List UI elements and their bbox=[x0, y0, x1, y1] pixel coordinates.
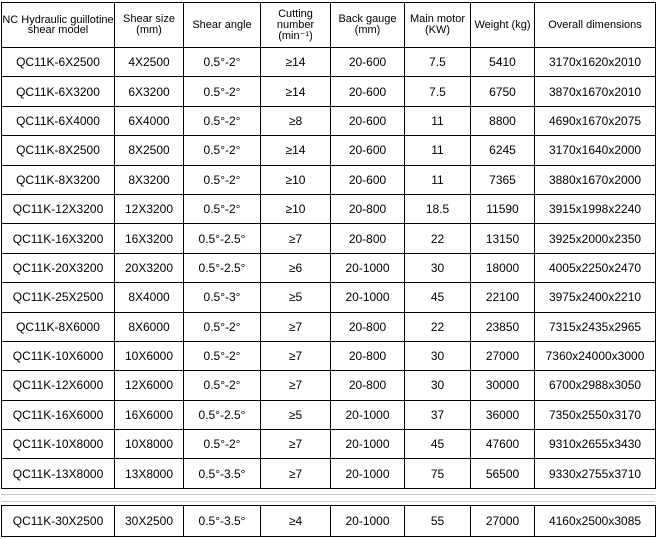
cell-motor: 11 bbox=[405, 106, 471, 135]
cell-motor: 7.5 bbox=[405, 48, 471, 77]
cell-weight: 56500 bbox=[471, 459, 535, 488]
cell-motor: 30 bbox=[405, 253, 471, 282]
cell-model: QC11K-6X4000 bbox=[2, 106, 115, 135]
cell-motor: 45 bbox=[405, 283, 471, 312]
cell-angle: 0.5°-2° bbox=[184, 106, 261, 135]
cell-cutting: ≥14 bbox=[261, 48, 331, 77]
cell-dims: 3975x2400x2210 bbox=[535, 283, 656, 312]
cell-weight: 27000 bbox=[471, 506, 535, 537]
cell-cutting: ≥14 bbox=[261, 77, 331, 106]
cell-motor: 55 bbox=[405, 506, 471, 537]
cell-angle: 0.5°-2° bbox=[184, 430, 261, 459]
cell-model: QC11K-6X2500 bbox=[2, 48, 115, 77]
header-gauge: Back gauge (mm) bbox=[331, 3, 405, 48]
cell-motor: 11 bbox=[405, 136, 471, 165]
cell-motor: 7.5 bbox=[405, 77, 471, 106]
cell-gauge: 20-600 bbox=[331, 48, 405, 77]
cell-dims: 7315x2435x2965 bbox=[535, 312, 656, 341]
cell-model: QC11K-16X3200 bbox=[2, 224, 115, 253]
cell-weight: 27000 bbox=[471, 341, 535, 370]
cell-weight: 36000 bbox=[471, 400, 535, 429]
cell-cutting: ≥4 bbox=[261, 506, 331, 537]
cell-size: 16X3200 bbox=[115, 224, 184, 253]
table-row bbox=[2, 136, 656, 165]
cell-cutting: ≥8 bbox=[261, 106, 331, 135]
cell-gauge: 20-1000 bbox=[331, 283, 405, 312]
cell-gauge: 20-800 bbox=[331, 224, 405, 253]
table-row bbox=[2, 371, 656, 400]
cell-model: QC11K-12X6000 bbox=[2, 371, 115, 400]
cell-model: QC11K-10X6000 bbox=[2, 341, 115, 370]
cell-motor: 11 bbox=[405, 165, 471, 194]
cell-weight: 6750 bbox=[471, 77, 535, 106]
table-row bbox=[2, 106, 656, 135]
table-row bbox=[2, 48, 656, 77]
cell-cutting: ≥5 bbox=[261, 400, 331, 429]
cell-gauge: 20-1000 bbox=[331, 253, 405, 282]
cell-size: 8X2500 bbox=[115, 136, 184, 165]
cell-model: QC11K-25X2500 bbox=[2, 283, 115, 312]
cell-dims: 3925x2000x2350 bbox=[535, 224, 656, 253]
cell-angle: 0.5°-2.5° bbox=[184, 400, 261, 429]
cell-angle: 0.5°-2.5° bbox=[184, 253, 261, 282]
cell-cutting: ≥7 bbox=[261, 312, 331, 341]
cell-angle: 0.5°-2° bbox=[184, 341, 261, 370]
extra-table bbox=[1, 505, 656, 537]
cell-gauge: 20-1000 bbox=[331, 400, 405, 429]
table-row bbox=[2, 253, 656, 282]
cell-angle: 0.5°-2° bbox=[184, 136, 261, 165]
cell-motor: 22 bbox=[405, 312, 471, 341]
cell-cutting: ≥10 bbox=[261, 194, 331, 223]
cell-cutting: ≥7 bbox=[261, 341, 331, 370]
cell-dims: 6700x2988x3050 bbox=[535, 371, 656, 400]
cell-dims: 3170x1620x2010 bbox=[535, 48, 656, 77]
table-row bbox=[2, 165, 656, 194]
cell-angle: 0.5°-2.5° bbox=[184, 224, 261, 253]
cell-gauge: 20-600 bbox=[331, 77, 405, 106]
cell-size: 4X2500 bbox=[115, 48, 184, 77]
cell-size: 13X8000 bbox=[115, 459, 184, 488]
cell-dims: 3170x1640x2000 bbox=[535, 136, 656, 165]
cell-size: 20X3200 bbox=[115, 253, 184, 282]
cell-angle: 0.5°-3.5° bbox=[184, 459, 261, 488]
cell-motor: 30 bbox=[405, 371, 471, 400]
table-row bbox=[2, 283, 656, 312]
cell-angle: 0.5°-2° bbox=[184, 371, 261, 400]
cell-gauge: 20-800 bbox=[331, 371, 405, 400]
cell-dims: 7360x24000x3000 bbox=[535, 341, 656, 370]
cell-dims: 3915x1998x2240 bbox=[535, 194, 656, 223]
header-row bbox=[2, 3, 656, 48]
cell-gauge: 20-800 bbox=[331, 341, 405, 370]
cell-weight: 22100 bbox=[471, 283, 535, 312]
cell-size: 10X8000 bbox=[115, 430, 184, 459]
cell-dims: 9330x2755x3710 bbox=[535, 459, 656, 488]
table-row bbox=[2, 459, 656, 488]
cell-cutting: ≥7 bbox=[261, 224, 331, 253]
cell-weight: 23850 bbox=[471, 312, 535, 341]
cell-dims: 9310x2655x3430 bbox=[535, 430, 656, 459]
cell-cutting: ≥6 bbox=[261, 253, 331, 282]
cell-weight: 47600 bbox=[471, 430, 535, 459]
cell-gauge: 20-1000 bbox=[331, 430, 405, 459]
divider bbox=[1, 501, 655, 502]
cell-motor: 37 bbox=[405, 400, 471, 429]
cell-model: QC11K-10X8000 bbox=[2, 430, 115, 459]
cell-angle: 0.5°-3.5° bbox=[184, 506, 261, 537]
cell-cutting: ≥7 bbox=[261, 430, 331, 459]
cell-weight: 11590 bbox=[471, 194, 535, 223]
cell-size: 8X3200 bbox=[115, 165, 184, 194]
cell-dims: 3870x1670x2010 bbox=[535, 77, 656, 106]
cell-model: QC11K-13X8000 bbox=[2, 459, 115, 488]
header-angle: Shear angle bbox=[184, 3, 261, 48]
header-motor: Main motor (KW) bbox=[405, 3, 471, 48]
cell-angle: 0.5°-2° bbox=[184, 312, 261, 341]
cell-size: 6X4000 bbox=[115, 106, 184, 135]
cell-size: 16X6000 bbox=[115, 400, 184, 429]
cell-dims: 3880x1670x2000 bbox=[535, 165, 656, 194]
cell-gauge: 20-600 bbox=[331, 106, 405, 135]
cell-size: 8X4000 bbox=[115, 283, 184, 312]
table-row bbox=[2, 430, 656, 459]
cell-model: QC11K-20X3200 bbox=[2, 253, 115, 282]
cell-angle: 0.5°-2° bbox=[184, 165, 261, 194]
cell-gauge: 20-600 bbox=[331, 165, 405, 194]
table-row bbox=[2, 506, 656, 537]
cell-size: 30X2500 bbox=[115, 506, 184, 537]
cell-cutting: ≥14 bbox=[261, 136, 331, 165]
cell-angle: 0.5°-3° bbox=[184, 283, 261, 312]
cell-weight: 18000 bbox=[471, 253, 535, 282]
cell-gauge: 20-600 bbox=[331, 136, 405, 165]
cell-size: 12X3200 bbox=[115, 194, 184, 223]
cell-model: QC11K-8X3200 bbox=[2, 165, 115, 194]
table-row bbox=[2, 341, 656, 370]
cell-motor: 75 bbox=[405, 459, 471, 488]
cell-cutting: ≥5 bbox=[261, 283, 331, 312]
cell-gauge: 20-1000 bbox=[331, 459, 405, 488]
header-size: Shear size (mm) bbox=[115, 3, 184, 48]
cell-weight: 5410 bbox=[471, 48, 535, 77]
cell-angle: 0.5°-2° bbox=[184, 77, 261, 106]
cell-size: 12X6000 bbox=[115, 371, 184, 400]
cell-weight: 6245 bbox=[471, 136, 535, 165]
cell-weight: 13150 bbox=[471, 224, 535, 253]
divider bbox=[1, 494, 655, 495]
cell-size: 8X6000 bbox=[115, 312, 184, 341]
cell-angle: 0.5°-2° bbox=[184, 194, 261, 223]
cell-angle: 0.5°-2° bbox=[184, 48, 261, 77]
header-cutting: Cutting number (min⁻¹) bbox=[261, 3, 331, 48]
cell-motor: 45 bbox=[405, 430, 471, 459]
cell-model: QC11K-16X6000 bbox=[2, 400, 115, 429]
table-row bbox=[2, 77, 656, 106]
cell-weight: 30000 bbox=[471, 371, 535, 400]
cell-gauge: 20-800 bbox=[331, 312, 405, 341]
cell-size: 6X3200 bbox=[115, 77, 184, 106]
cell-cutting: ≥7 bbox=[261, 371, 331, 400]
table-row bbox=[2, 400, 656, 429]
table-row bbox=[2, 194, 656, 223]
cell-model: QC11K-30X2500 bbox=[2, 506, 115, 537]
cell-weight: 7365 bbox=[471, 165, 535, 194]
table-row bbox=[2, 312, 656, 341]
cell-model: QC11K-8X6000 bbox=[2, 312, 115, 341]
cell-dims: 4160x2500x3085 bbox=[535, 506, 656, 537]
cell-weight: 8800 bbox=[471, 106, 535, 135]
cell-cutting: ≥7 bbox=[261, 459, 331, 488]
cell-cutting: ≥10 bbox=[261, 165, 331, 194]
cell-dims: 7350x2550x3170 bbox=[535, 400, 656, 429]
cell-gauge: 20-1000 bbox=[331, 506, 405, 537]
cell-motor: 22 bbox=[405, 224, 471, 253]
cell-size: 10X6000 bbox=[115, 341, 184, 370]
cell-model: QC11K-12X3200 bbox=[2, 194, 115, 223]
cell-motor: 18.5 bbox=[405, 194, 471, 223]
header-model: NC Hydraulic guillotine shear model bbox=[2, 3, 115, 48]
header-weight: Weight (kg) bbox=[471, 3, 535, 48]
cell-dims: 4005x2250x2470 bbox=[535, 253, 656, 282]
cell-dims: 4690x1670x2075 bbox=[535, 106, 656, 135]
cell-gauge: 20-800 bbox=[331, 194, 405, 223]
cell-model: QC11K-6X3200 bbox=[2, 77, 115, 106]
header-dims: Overall dimensions bbox=[535, 3, 656, 48]
table-row bbox=[2, 224, 656, 253]
spec-table bbox=[1, 2, 656, 489]
cell-model: QC11K-8X2500 bbox=[2, 136, 115, 165]
cell-motor: 30 bbox=[405, 341, 471, 370]
